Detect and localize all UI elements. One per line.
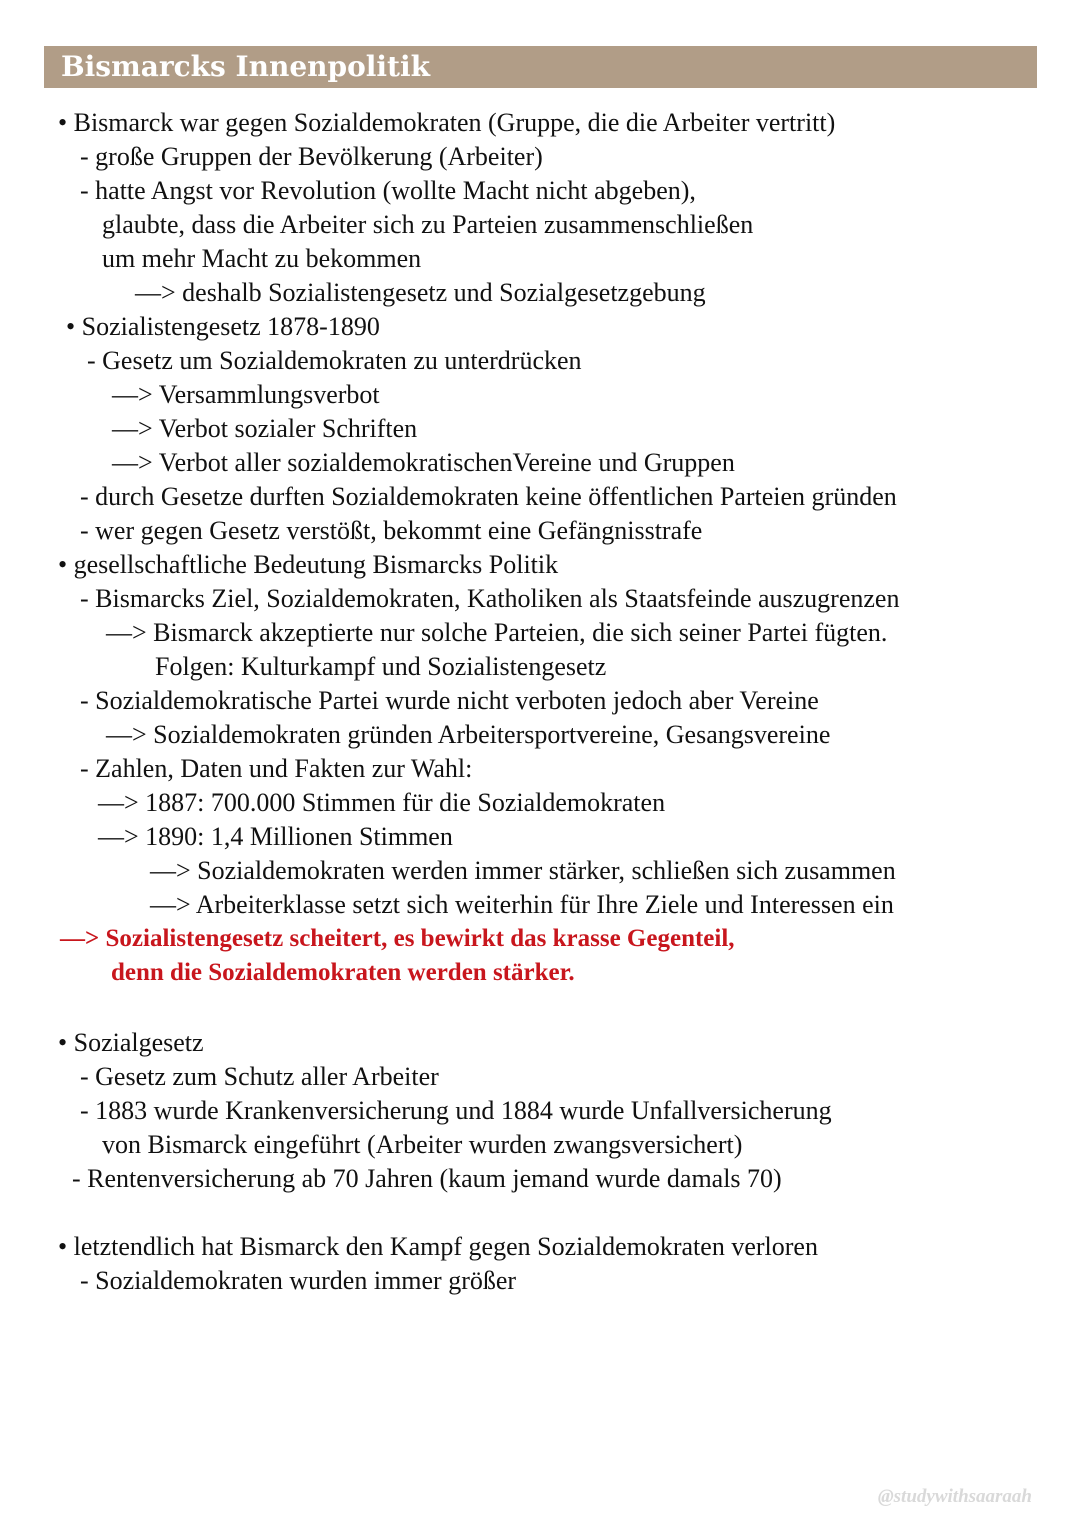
arrow-item: —> Verbot sozialer Schriften: [112, 414, 418, 443]
watermark: @studywithsaaraah: [877, 1486, 1032, 1507]
arrow-item: —> Bismarck akzeptierte nur solche Parteien, die sich seiner Partei fügten.: [106, 618, 888, 647]
list-item-continuation: glaubte, dass die Arbeiter sich zu Parteien zusammenschließen: [102, 210, 754, 239]
list-item-continuation: von Bismarck eingeführt (Arbeiter wurden zwangsversichert): [102, 1130, 743, 1159]
conclusion-highlight: —> Sozialistengesetz scheitert, es bewirkt das krasse Gegenteil,: [60, 925, 735, 952]
list-item: - durch Gesetze durften Sozialdemokraten keine öffentlichen Parteien gründen: [80, 482, 897, 511]
list-item: - wer gegen Gesetz verstößt, bekommt eine Gefängnisstrafe: [80, 516, 703, 545]
arrow-item: —> 1890: 1,4 Millionen Stimmen: [98, 822, 453, 851]
list-item: - Zahlen, Daten und Fakten zur Wahl:: [80, 754, 473, 783]
list-item-continuation: um mehr Macht zu bekommen: [102, 244, 422, 273]
list-item: - 1883 wurde Krankenversicherung und 1884 wurde Unfallversicherung: [80, 1096, 832, 1125]
list-item-continuation: Folgen: Kulturkampf und Sozialistengesetz: [155, 652, 607, 681]
list-item: - Sozialdemokratische Partei wurde nicht verboten jedoch aber Vereine: [80, 686, 819, 715]
arrow-item: —> Arbeiterklasse setzt sich weiterhin für Ihre Ziele und Interessen ein: [150, 890, 894, 919]
bullet-sozialistengesetz: • Sozialistengesetz 1878-1890: [66, 312, 380, 341]
arrow-item: —> deshalb Sozialistengesetz und Sozialgesetzgebung: [135, 278, 706, 307]
bullet-gesellschaftliche-bedeutung: • gesellschaftliche Bedeutung Bismarcks Politik: [58, 550, 559, 579]
list-item: - Bismarcks Ziel, Sozialdemokraten, Katholiken als Staatsfeinde auszugrenzen: [80, 584, 900, 613]
arrow-item: —> Versammlungsverbot: [112, 380, 380, 409]
list-item: - Sozialdemokraten wurden immer größer: [80, 1266, 517, 1295]
list-item: - Gesetz um Sozialdemokraten zu unterdrücken: [87, 346, 582, 375]
arrow-item: —> Verbot aller sozialdemokratischenVereine und Gruppen: [112, 448, 735, 477]
list-item: - hatte Angst vor Revolution (wollte Macht nicht abgeben),: [80, 176, 696, 205]
list-item: - Gesetz zum Schutz aller Arbeiter: [80, 1062, 439, 1091]
list-item: - Rentenversicherung ab 70 Jahren (kaum jemand wurde damals 70): [72, 1164, 782, 1193]
conclusion-highlight: denn die Sozialdemokraten werden stärker.: [111, 959, 575, 986]
arrow-item: —> Sozialdemokraten gründen Arbeitersportvereine, Gesangsvereine: [106, 720, 831, 749]
title-bar: [44, 46, 1037, 88]
list-item: - große Gruppen der Bevölkerung (Arbeiter): [80, 142, 543, 171]
bullet-sozialdemokraten: • Bismarck war gegen Sozialdemokraten (Gruppe, die die Arbeiter vertritt): [58, 108, 836, 137]
bullet-fazit: • letztendlich hat Bismarck den Kampf gegen Sozialdemokraten verloren: [58, 1232, 818, 1261]
arrow-item: —> 1887: 700.000 Stimmen für die Sozialdemokraten: [98, 788, 666, 817]
arrow-item: —> Sozialdemokraten werden immer stärker, schließen sich zusammen: [150, 856, 896, 885]
page-title: Bismarcks Innenpolitik: [61, 50, 431, 83]
bullet-sozialgesetz: • Sozialgesetz: [58, 1028, 204, 1057]
